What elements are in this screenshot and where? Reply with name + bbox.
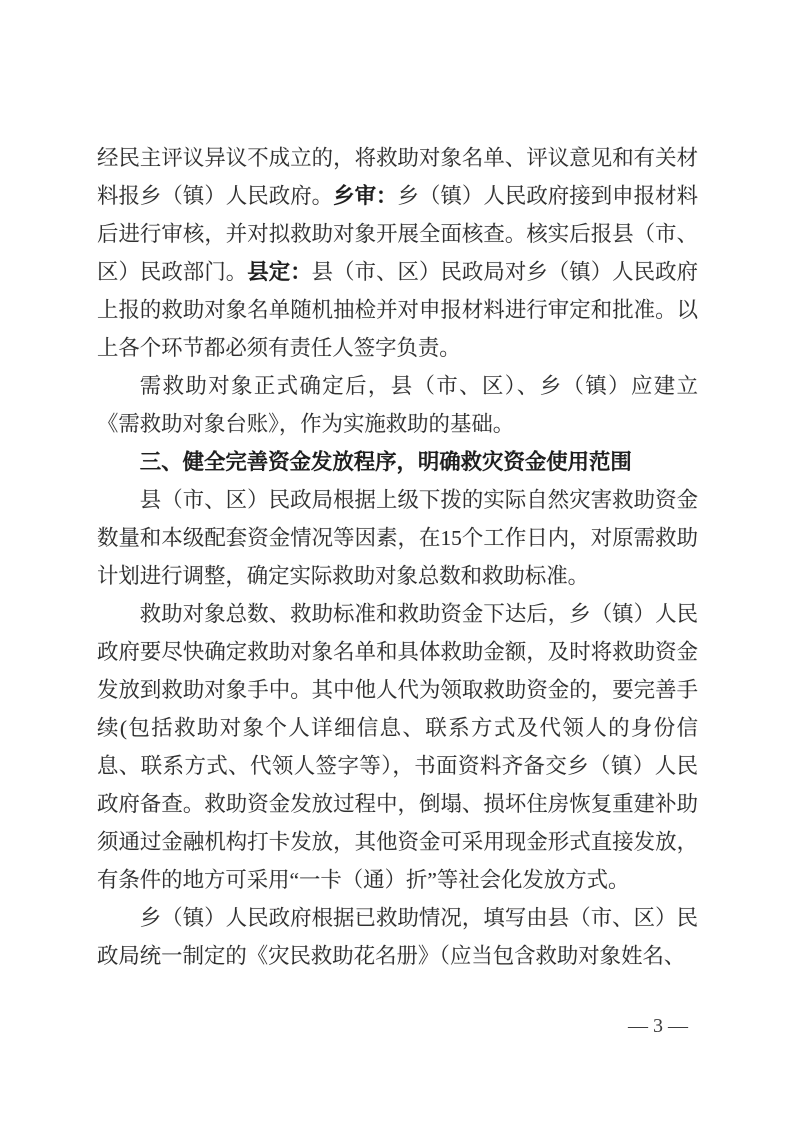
page-number: — 3 — [628,1015,688,1037]
text-run: 乡（镇）人民政府接到申报材料后进行审核，并对拟救助对象开展全面核查。核实后报县（市、区）民政部门。 [97,184,698,284]
paragraph [97,481,698,595]
emphasis-run: 三、健全完善资金发放程序，明确救灾资金使用范围 [139,450,632,474]
emphasis-run: 乡审： [333,184,398,208]
section-heading [97,443,698,481]
paragraph [97,367,698,443]
text-run: 救助对象总数、救助标准和救助资金下达后，乡（镇）人民政府要尽快确定救助对象名单和具体救助金额，及时将救助资金发放到救助对象手中。其中他人代为领取救助资金的，要完善手续(包括救助对象个人详细信息、联系方式及代领人的身份信息、联系方式、代领人签字等），书面资料齐备交乡（镇）人民政府备查。救助资金发放过程中，倒塌、损坏住房恢复重建补助须通过金融机构打卡发放，其他资金可采用现金形式直接发放，有条件的地方可采用“一卡（通）折”等社会化发放方式。 [97,602,698,892]
paragraph [97,899,698,975]
text-run: 县（市、区）民政局对乡（镇）人民政府上报的救助对象名单随机抽检并对申报材料进行审定和批准。以上各个环节都必须有责任人签字负责。 [97,260,698,360]
emphasis-run: 县定： [247,260,312,284]
text-run: 县（市、区）民政局根据上级下拨的实际自然灾害救助资金数量和本级配套资金情况等因素，在15个工作日内，对原需救助计划进行调整，确定实际救助对象总数和救助标准。 [97,488,698,588]
text-run: 需救助对象正式确定后，县（市、区）、乡（镇）应建立《需救助对象台账》，作为实施救助的基础。 [97,374,698,436]
paragraph [97,139,698,367]
paragraph [97,595,698,899]
text-run: 经民主评议异议不成立的，将救助对象名单、评议意见和有关材料报乡（镇）人民政府。 [97,146,698,208]
text-run: 乡（镇）人民政府根据已救助情况，填写由县（市、区）民政局统一制定的《灾民救助花名册》（应当包含救助对象姓名、 [97,906,698,968]
document-body [97,139,698,975]
